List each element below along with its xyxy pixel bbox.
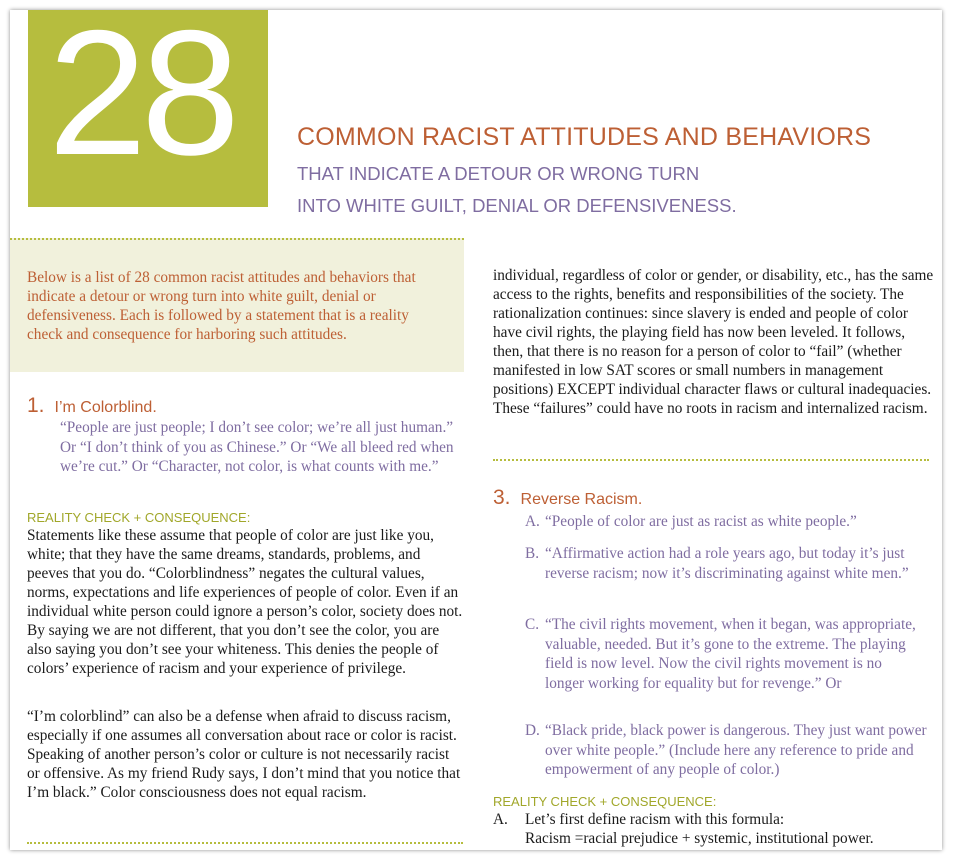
page-title: COMMON RACIST ATTITUDES AND BEHAVIORS — [297, 123, 872, 151]
list-item-letter: D. — [525, 722, 540, 739]
item-1-paragraph-2: “I’m colorblind” can also be a defense when afraid to discuss racism, especially if one assumes all conversation about race or color is racist. Speaking of another person’s color or culture is not necessarily racist or offensive. As my friend Rudy says, I don’t mind that you notice that I’m black.” Color consciousness does not equal racism. — [27, 708, 461, 801]
definition-line-1: Let’s first define racism with this formula: — [525, 811, 785, 828]
divider — [27, 842, 463, 844]
item-1-reality-check-label: REALITY CHECK + CONSEQUENCE: — [27, 510, 251, 525]
intro-box — [10, 238, 464, 372]
definition-line-2: Racism =racial prejudice + systemic, institutional power. — [525, 830, 874, 847]
item-3-heading — [493, 486, 642, 510]
list-item-letter: C. — [525, 616, 540, 633]
definition-letter: A. — [493, 811, 508, 828]
page-subtitle — [297, 158, 737, 222]
item-1-heading — [27, 394, 157, 418]
list-item-text: “Black pride, black power is dangerous. They just want power over white people.” (Include here any reference to pride and empowerment of any people of color.) — [545, 722, 927, 778]
list-item-letter: A. — [525, 513, 540, 530]
document-page — [10, 10, 942, 850]
list-item-letter: B. — [525, 545, 540, 562]
list-item-text: “People of color are just as racist as white people.” — [545, 513, 857, 530]
item-3-title: Reverse Racism. — [520, 491, 643, 508]
item-1-number: 1. — [27, 394, 45, 417]
subtitle-line-2: INTO WHITE GUILT, DENIAL OR DEFENSIVENESS. — [297, 195, 737, 216]
list-item-text: “The civil rights movement, when it began, was appropriate, valuable, needed. But it’s gone to the extreme. The playing field is now level. Now the civil rights movement is no longer working for equality but for revenge.” Or — [545, 616, 916, 692]
subtitle-line-1: THAT INDICATE A DETOUR OR WRONG TURN — [297, 163, 700, 184]
item-1-quote: “People are just people; I don’t see color; we’re all just human.” Or “I don’t think of you as Chinese.” Or “We all bleed red when we’re cut.” Or “Character, not color, is what counts with me.” — [60, 419, 454, 475]
divider — [493, 459, 929, 461]
chapter-number-block — [28, 10, 268, 207]
item-3-number: 3. — [493, 486, 511, 509]
chapter-number: 28 — [48, 10, 234, 192]
item-3-reality-check-label: REALITY CHECK + CONSEQUENCE: — [493, 794, 717, 809]
list-item-text: “Affirmative action had a role years ago, but today it’s just reverse racism; now it’s discriminating against white men.” — [545, 545, 909, 582]
intro-text: Below is a list of 28 common racist attitudes and behaviors that indicate a detour or wrong turn into white guilt, denial or defensiveness. Each is followed by a statement that is a reality check and consequence for harboring such attitudes. — [27, 269, 416, 343]
item-1-title: I’m Colorblind. — [54, 399, 157, 416]
column-2-continuation: individual, regardless of color or gender, or disability, etc., has the same access to the rights, benefits and responsibilities of the society. The rationalization continues: since slavery is ended and people of color have civil rights, the playing field has now been leveled. It follows, then, that there is no reason for a person of color to “fail” (whether manifested in low SAT scores or small numbers in management positions) EXCEPT individual character flaws or cultural inadequacies. These “failures” could have no roots in racism and internalized racism. — [493, 267, 934, 417]
item-1-paragraph-1: Statements like these assume that people of color are just like you, white; that they have the same dreams, standards, problems, and peeves that you do. “Colorblindness” negates the cultural values, norms, expectations and life experiences of people of color. Even if an individual white person could ignore a person’s color, society does not. By saying we are not different, that you don’t see the color, you are also saying you don’t see your whiteness. This denies the people of colors’ experience of racism and your experience of privilege. — [27, 527, 463, 677]
